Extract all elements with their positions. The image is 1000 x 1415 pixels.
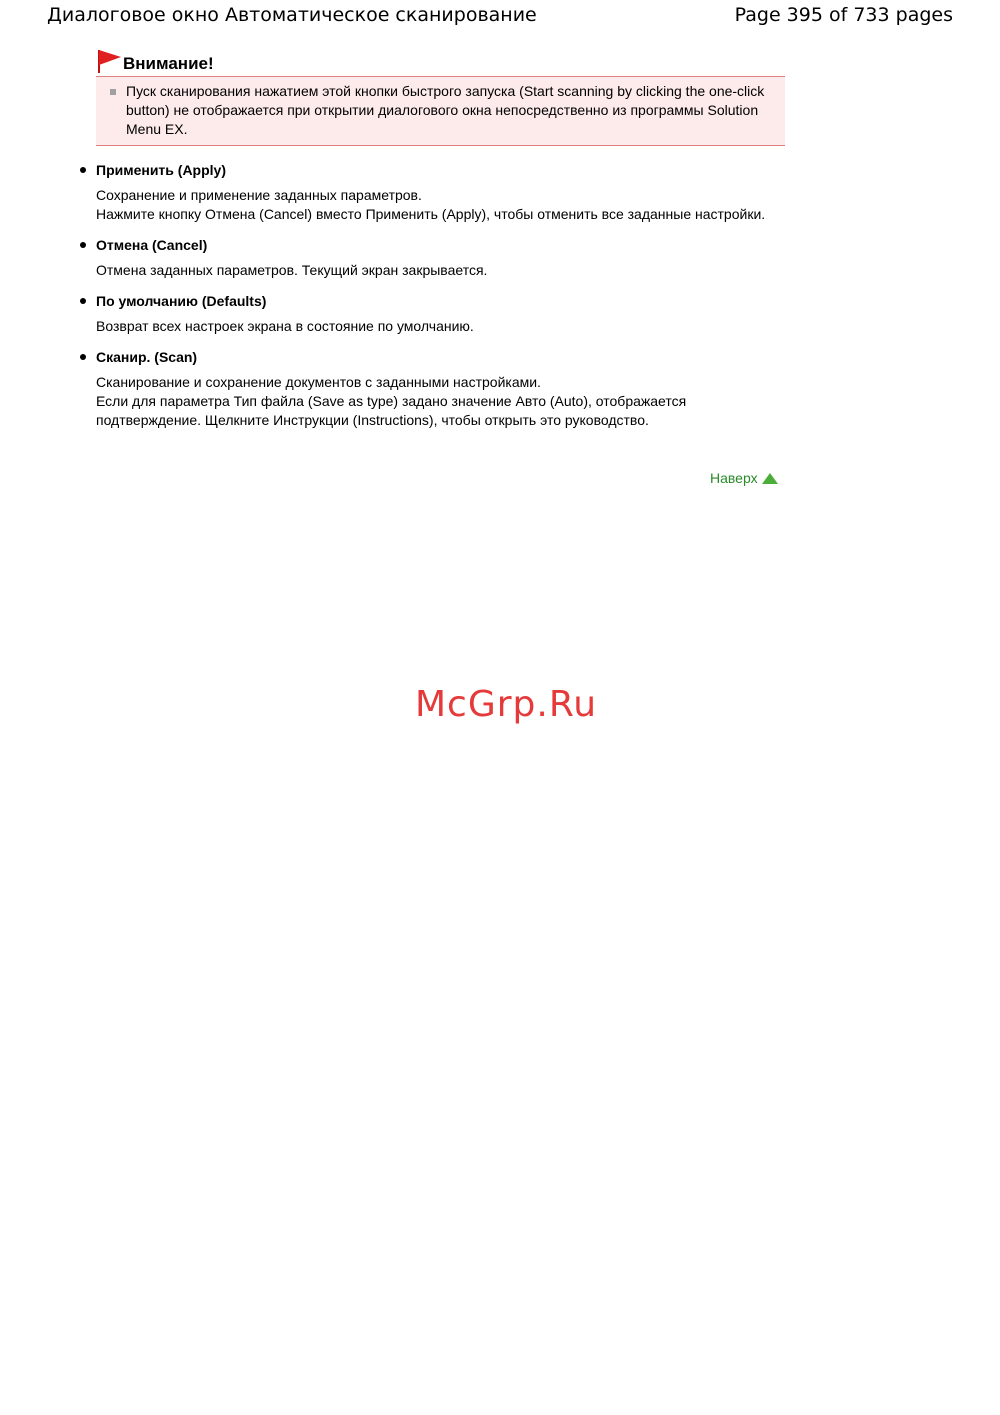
button-descriptions xyxy=(78,161,788,430)
item-title xyxy=(78,348,788,367)
warning-item xyxy=(108,82,773,139)
square-bullet-icon xyxy=(110,89,116,95)
back-to-top-link[interactable] xyxy=(710,468,778,488)
description-line: Отмена заданных параметров. Текущий экран закрывается. xyxy=(96,262,488,278)
warning-header xyxy=(96,48,785,76)
description-line: Возврат всех настроек экрана в состояние по умолчанию. xyxy=(96,318,474,334)
bullet-icon xyxy=(80,354,86,360)
item-title-text: Применить (Apply) xyxy=(96,162,226,178)
list-item-apply xyxy=(78,161,788,224)
warning-box xyxy=(96,48,785,146)
warning-item-text: Пуск сканирования нажатием этой кнопки быстрого запуска (Start scanning by clicking the one-click button) не отображается при открытии диалогового окна непосредственно из программы Solution Menu EX. xyxy=(126,83,765,137)
item-description xyxy=(78,261,788,280)
description-line: Сохранение и применение заданных параметров. xyxy=(96,187,422,203)
item-description xyxy=(78,317,788,336)
description-line: Нажмите кнопку Отмена (Cancel) вместо Применить (Apply), чтобы отменить все заданные настройки. xyxy=(96,206,766,222)
list-item-defaults xyxy=(78,292,788,336)
list-item-scan xyxy=(78,348,788,430)
back-to-top-label: Наверх xyxy=(710,470,758,486)
bullet-icon xyxy=(80,242,86,248)
item-description xyxy=(78,186,788,224)
page-header xyxy=(47,2,953,28)
bullet-icon xyxy=(80,298,86,304)
watermark xyxy=(0,684,1000,725)
item-title xyxy=(78,236,788,255)
document-title: Диалоговое окно Автоматическое сканирование xyxy=(47,4,537,26)
item-title xyxy=(78,292,788,311)
up-arrow-icon xyxy=(762,473,778,484)
warning-body xyxy=(96,76,785,146)
description-line: Сканирование и сохранение документов с заданными настройками. xyxy=(96,374,541,390)
watermark-text: McGrp.Ru xyxy=(414,684,598,725)
item-title xyxy=(78,161,788,180)
item-description xyxy=(78,373,788,430)
item-title-text: Отмена (Cancel) xyxy=(96,237,208,253)
main-content xyxy=(78,48,788,442)
item-title-text: Сканир. (Scan) xyxy=(96,349,198,365)
red-flag-icon xyxy=(96,48,122,74)
description-line: Если для параметра Тип файла (Save as type) задано значение Авто (Auto), отображается подтверждение. Щелкните Инструкции (Instructions), чтобы открыть это руководство. xyxy=(96,393,687,428)
warning-title: Внимание! xyxy=(123,54,214,73)
page-counter: Page 395 of 733 pages xyxy=(734,4,953,26)
list-item-cancel xyxy=(78,236,788,280)
item-title-text: По умолчанию (Defaults) xyxy=(96,293,267,309)
bullet-icon xyxy=(80,167,86,173)
